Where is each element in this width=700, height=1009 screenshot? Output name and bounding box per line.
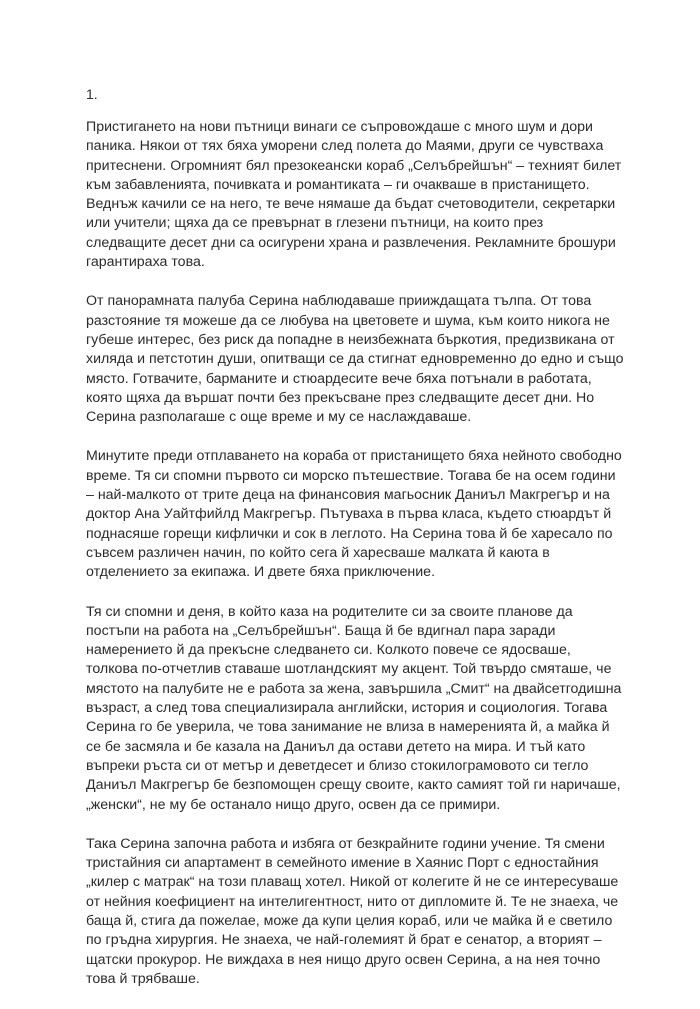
paragraph-2: От панорамната палуба Серина наблюдаваше прииждащата тълпа. От това разстояние тя можеше да се любува на цветовете и шума, към които никога не губеше интерес, без риск да попадне в неизбежната бъркотия, предизвикана от хиляда и петстотин души, опитващи се да стигнат едновременно до едно и също място. Готвачите, барманите и стюардесите вече бяха потънали в работата, която щяха да вършат почти без прекъсване през следващите десет дни. Но Серина разполагаше с още време и му се наслаждаваше.	[86, 293, 624, 426]
paragraph-1: Пристигането на нови пътници винаги се съпровождаше с много шум и дори паника. Някои от тях бяха уморени след полета до Маями, други се чувстваха притеснени. Огромният бял презокеански кораб „Селъбрейшън“ – техният билет към забавленията, почивката и романтиката – ги очакваше в пристанището. Веднъж качили се на него, те вече нямаше да бъдат счетоводители, секретарки или учители; щяха да се превърнат в глезени пътници, на които през следващите десет дни са осигурени храна и развлечения. Рекламните брошури гарантираха това.	[86, 119, 622, 271]
body-text	[86, 118, 626, 1009]
paragraph-3: Минутите преди отплаването на кораба от пристанището бяха нейното свободно време. Тя си спомни първото си морско пътешествие. Тогава бе на осем години – най-малкото от трите деца на финансовия магьосник Даниъл Макгрегър и на доктор Ана Уайтфийлд Макгрегър. Пътуваха в първа класа, където стюардът й поднасяше горещи кифлички и сок в леглото. На Серина това й бе харесало по съвсем различен начин, по който сега й харесваше малката й каюта в отделението за екипажа. И двете бяха приключение.	[86, 448, 622, 581]
paragraph-4: Тя си спомни и деня, в който каза на родителите си за своите планове да постъпи на работа на „Селъбрейшън“. Баща й бе вдигнал пара заради намерението й да прекъсне следването си. Колкото повече се ядосваше, толкова по-отчетлив ставаше шотландският му акцент. Той твърдо смяташе, че мястото на палубите не е работа за жена, завършила „Смит“ на двайсетгодишна възраст, а след това специализирала английски, история и социология. Тогава Серина го бе уверила, че това занимание не влиза в намеренията й, а майка й се бе засмяла и бе казала на Даниъл да остави детето на мира. И тъй като въпреки ръста си от метър и деветдесет и близо стокилограмовото си тегло Даниъл Макгрегър бе безпомощен срещу своите, както самият той ги наричаше, „женски“, не му бе останало нищо друго, освен да се примири.	[86, 603, 622, 813]
paragraph-5: Така Серина започна работа и избяга от безкрайните години учение. Тя смени тристайния си апартамент в семейното имение в Хаянис Порт с едностайния „килер с матрак“ на този плаващ хотел. Никой от колегите й не се интересуваше от нейния коефициент на интелигентност, нито от дипломите й. Те не знаеха, че баща й, стига да пожелае, може да купи целия кораб, или че майка й е светило по гръдна хирургия. Не знаеха, че най-големият й брат е сенатор, а вторият – щатски прокурор. Не виждаха в нея нищо друго освен Серина, а на нея точно това й трябваше.	[86, 835, 619, 987]
chapter-number: 1.	[86, 86, 98, 102]
